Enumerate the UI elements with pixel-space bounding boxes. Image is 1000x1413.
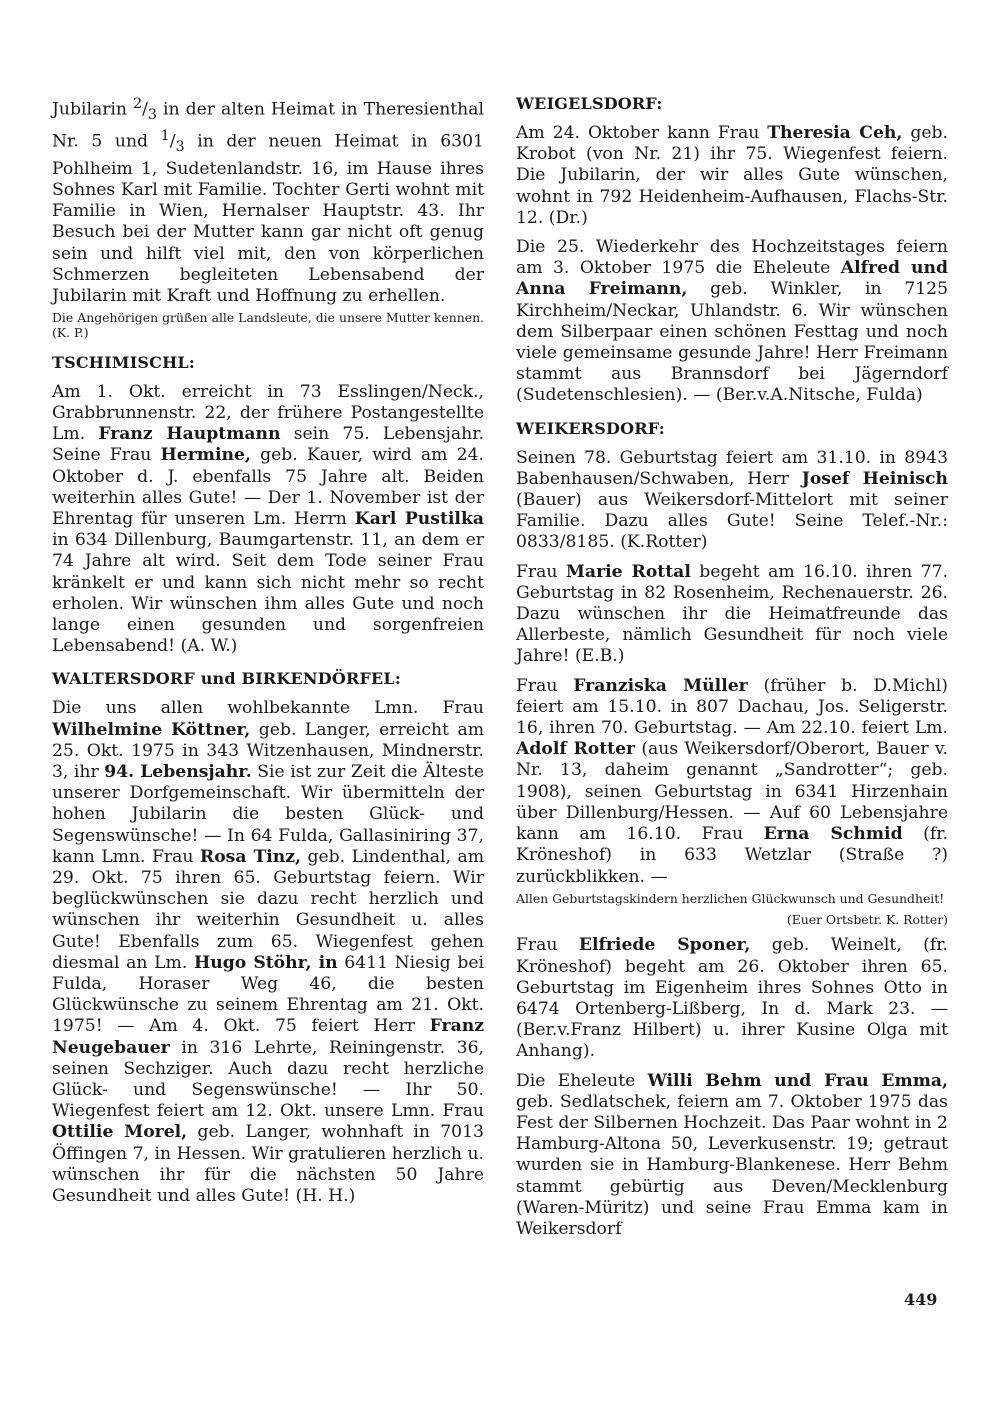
section-heading: WALTERSDORF und BIRKENDÖRFEL: (52, 669, 401, 689)
small-note: Die Angehörigen grüßen alle Landsleute, die unsere Mutter kennen. (K. P.) (52, 310, 484, 340)
section-heading: TSCHIMISCHL: (52, 352, 195, 372)
small-note: Allen Geburtstagskindern herzlichen Glückwunsch und Gesundheit! (516, 890, 945, 906)
paragraph: Jubilarin $^2/_3$ in der alten Heimat in Theresienthal Nr. 5 und $^1/_3$ in der neuen Heimat in 6301 Pohlheim 1, Sudetenlandstr. 16, im Hause ihres Sohnes Karl mit Familie. Tochter Gerti wohnt mit Familie in Wien, Hernalser Hauptstr. 43. Ihr Besuch bei der Mutter kann gar nicht oft genug sein und hilft viel mit, den von körperlichen Schmerzen begleiteten Lebensabend der Jubilarin mit Kraft und Hoffnung zu erhellen. (52, 96, 484, 306)
paragraph: Am 24. Oktober kann Frau Theresia Ceh, geb. Krobot (von Nr. 21) ihr 75. Wiegenfest feiern. Die Jubilarin, der wir alles Gute wünschen, wohnt in 792 Heidenheim-Aufhausen, Flachs-Str. 12. (Dr.) (516, 123, 948, 228)
left-column (52, 94, 484, 1213)
paragraph: Frau Franziska Müller (früher b. D.Michl) feiert am 15.10. in 807 Dachau, Jos. Seligerstr. 16, ihren 70. Geburtstag. — Am 22.10. feiert Lm. Adolf Rotter (aus Weikersdorf/Oberort, Bauer v. Nr. 13, daheim genannt „Sandrotter“; geb. 1908), seinen Geburtstag in 6341 Hirzenhain über Dillenburg/Hessen. — Auf 60 Lebensjahre kann am 16.10. Frau Erna Schmid (fr. Kröneshof) in 633 Wetzlar (Straße ?) zurückblikken. — (516, 675, 949, 887)
paragraph: Die Eheleute Willi Behm und Frau Emma, geb. Sedlatschek, feiern am 7. Oktober 1975 das Fest der Silbernen Hochzeit. Das Paar wohnt in 2 Hamburg-Altona 50, Leverkusenstr. 19; getraut wurden sie in Hamburg-Blankenese. Herr Behm stammt gebürtig aus Deven/Mecklenburg (Waren-Müritz) und seine Frau Emma kam in Weikersdorf (516, 1070, 949, 1239)
paragraph: Die 25. Wiederkehr des Hochzeitstages feiern am 3. Oktober 1975 die Eheleute Alfred und Anna Freimann, geb. Winkler, in 7125 Kirchheim/Neckar, Uhlandstr. 6. Wir wünschen dem Silberpaar einen schönen Festtag und noch viele gemeinsame gesunde Jahre! Herr Freimann stammt aus Brannsdorf bei Jägerndorf (Sudetenschlesien). — (Ber.v.A.Nitsche, Fulda) (516, 237, 949, 406)
paragraph: Frau Elfriede Sponer, geb. Weinelt, (fr. Kröneshof) begeht am 26. Oktober ihren 65. Geburtstag im Eigenheim ihres Sohnes Otto in 6474 Ortenberg-Lißberg, In d. Mark 23. — (Ber.v.Franz Hilbert) u. ihrer Kusine Olga mit Anhang). (516, 935, 949, 1062)
right-column (516, 94, 948, 1246)
section-heading: WEIGELSDORF: (516, 94, 663, 113)
small-note-signature: (Euer Ortsbetr. K. Rotter) (786, 911, 948, 927)
section-heading: WEIKERSDORF: (516, 418, 665, 438)
page-number: 449 (904, 1290, 938, 1309)
paragraph: Die uns allen wohlbekannte Lmn. Frau Wilhelmine Köttner, geb. Langer, erreicht am 25. Okt. 1975 in 343 Witzenhausen, Mindnerstr. 3, ihr 94. Lebensjahr. Sie ist zur Zeit die Älteste unserer Dorfgemeinschaft. Wir übermitteln der hohen Jubilarin die besten Glück- und Segenswünsche! — In 64 Fulda, Gallasiniring 37, kann Lmn. Frau Rosa Tinz, geb. Lindenthal, am 29. Okt. 75 ihren 65. Geburtstag feiern. Wir beglückwünschen sie dazu recht herzlich und wünschen ihr weiterhin Gesundheit u. alles Gute! Ebenfalls zum 65. Wiegenfest gehen diesmal an Lm. Hugo Stöhr, in 6411 Niesig bei Fulda, Horaser Weg 46, die besten Glückwünsche zu seinem Ehrentag am 21. Okt. 1975! — Am 4. Okt. 75 feiert Herr Franz Neugebauer in 316 Lehrte, Reiningenstr. 36, seinen Sechziger. Auch dazu recht herzliche Glück- und Segenswünsche! — Ihr 50. Wiegenfest feiert am 12. Okt. unsere Lmn. Frau Ottilie Morel, geb. Langer, wohnhaft in 7013 Öffingen 7, in Hessen. Wir gratulieren herzlich u. wünschen ihr für die nächsten 50 Jahre Gesundheit und alles Gute! (H. H.) (52, 698, 484, 1207)
paragraph: Am 1. Okt. erreicht in 73 Esslingen/Neck., Grabbrunnenstr. 22, der frühere Postangestellte Lm. Franz Hauptmann sein 75. Lebensjahr. Seine Frau Hermine, geb. Kauer, wird am 24. Oktober d. J. ebenfalls 75 Jahre alt. Beiden weiterhin alles Gute! — Der 1. November ist der Ehrentag für unseren Lm. Herrn Karl Pustilka in 634 Dillenburg, Baumgartenstr. 11, an dem er 74 Jahre alt wird. Seit dem Tode seiner Frau kränkelt er und kann sich nicht mehr so recht erholen. Wir wünschen ihm alles Gute und noch lange einen gesunden und sorgenfreien Lebensabend! (A. W.) (52, 381, 484, 657)
paragraph: Frau Marie Rottal begeht am 16.10. ihren 77. Geburtstag in 82 Rosenheim, Rechenauerstr. 26. Dazu wünschen ihr die Heimatfreunde das Allerbeste, nämlich Gesundheit für noch viele Jahre! (E.B.) (516, 561, 948, 667)
paragraph: Seinen 78. Geburtstag feiert am 31.10. in 8943 Babenhausen/Schwaben, Herr Josef Heinisch (Bauer) aus Weikersdorf-Mittelort mit seiner Familie. Dazu alles Gute! Seine Telef.-Nr.: 0833/8185. (K.Rotter) (516, 447, 948, 553)
